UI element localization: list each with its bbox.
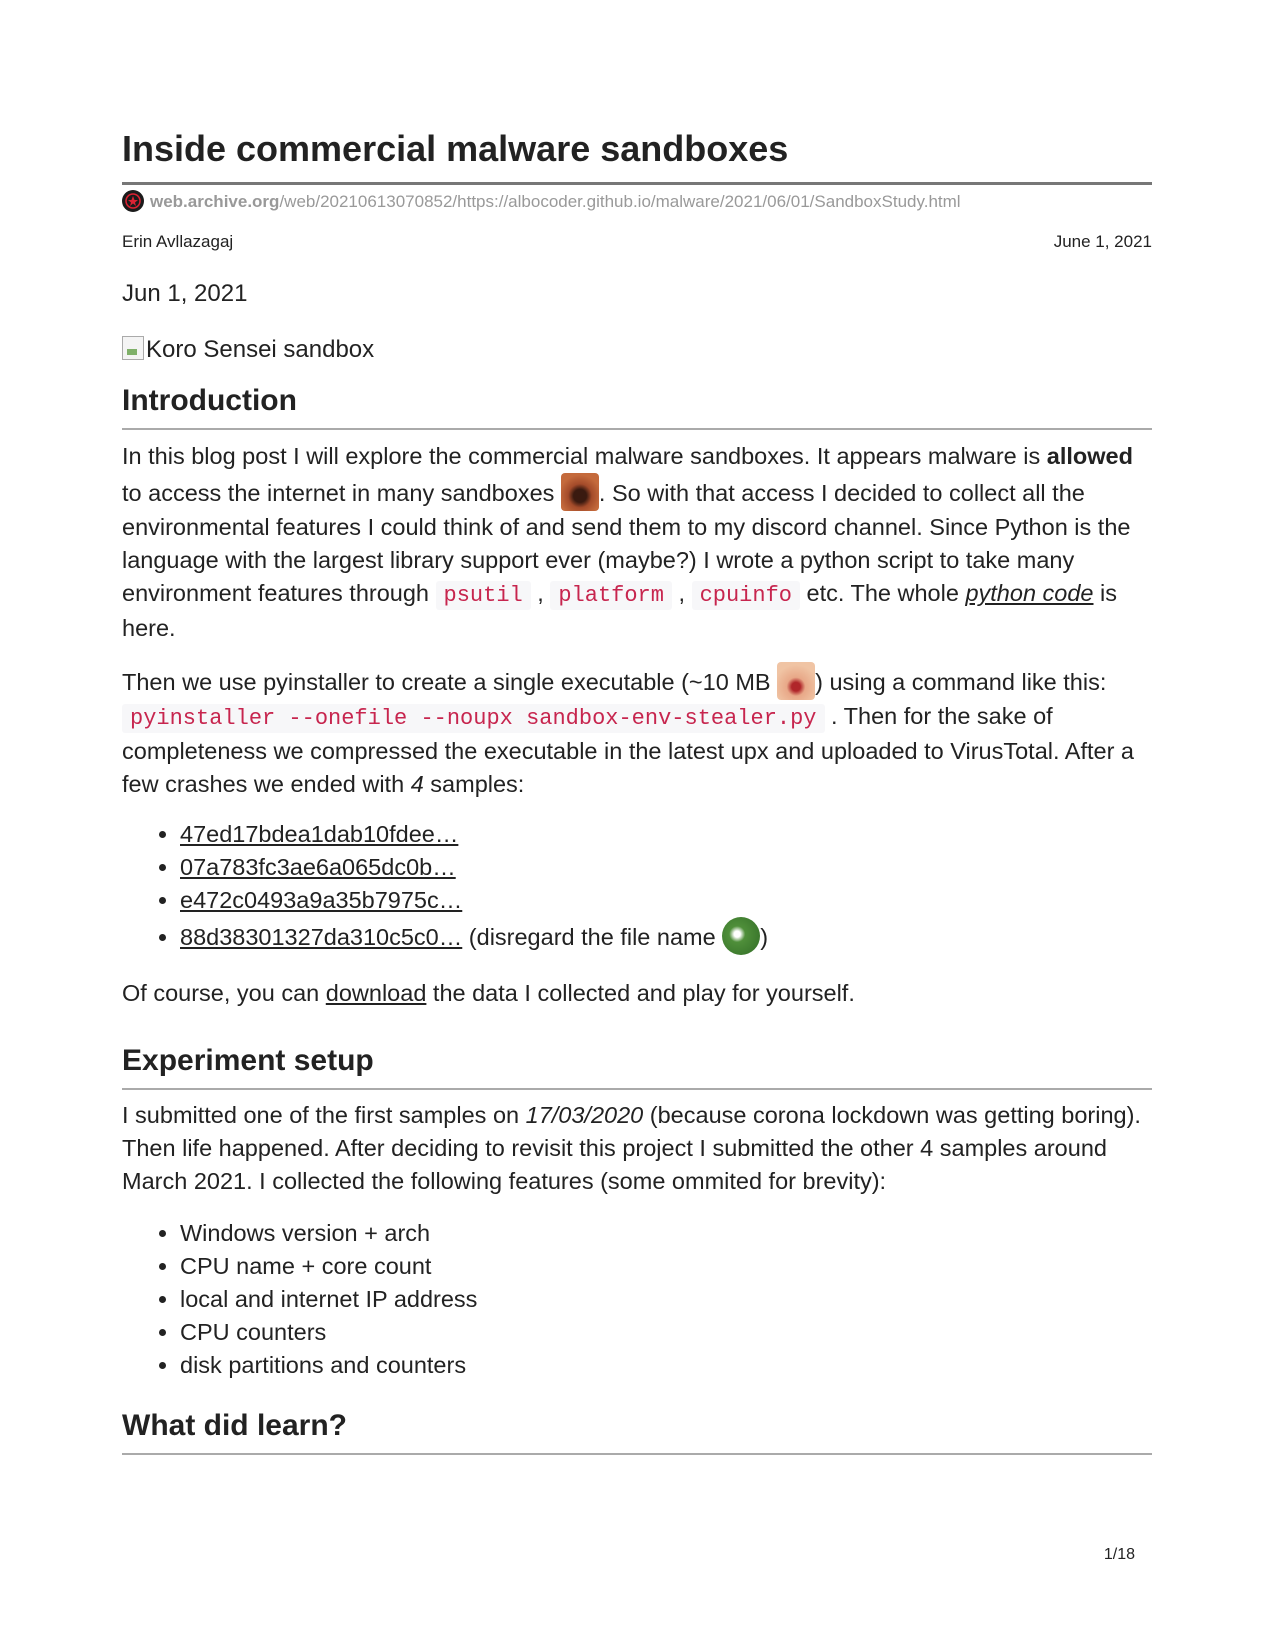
source-url — [122, 190, 1152, 212]
intro-paragraph-1: In this blog post I will explore the commercial malware sandboxes. It appears malware is allowed to access the internet in many sandboxes . So with that access I decided to collect all the environmental features I could think of and send them to my discord channel. Since Python is the language with the largest library support ever (maybe?) I wrote a python script to take many environment features through psutil , platform , cpuinfo etc. The whole python code is here. — [122, 443, 1133, 641]
download-paragraph: Of course, you can download the data I collected and play for yourself. — [122, 980, 855, 1006]
sample-link[interactable]: 07a783fc3ae6a065dc0b… — [180, 854, 456, 880]
list-item — [180, 851, 768, 884]
frog-emoji-icon — [722, 917, 760, 955]
list-item: • 88d38301327da310c5c0… (disregard the file name ) — [180, 917, 768, 955]
python-code-link[interactable]: python code — [965, 580, 1094, 606]
sample-link[interactable]: 47ed17bdea1dab10fdee… — [180, 821, 459, 847]
code-platform: platform — [550, 581, 672, 610]
author: Erin Avllazagaj — [122, 232, 234, 251]
shocked-emoji-icon — [777, 662, 815, 700]
section-heading-introduction: Introduction — [122, 384, 1152, 430]
intro-paragraph-2: Then we use pyinstaller to create a single executable (~10 MB ) using a command like this: pyinstaller --onefile --noupx sandbox-env-stealer.py . Then for the sake of completeness we compressed the executable in the latest upx and uploaded to VirusTotal. After a few crashes we ended with 4 samples: — [122, 662, 1152, 801]
list-item — [180, 884, 768, 917]
list-item: • local and internet IP address — [180, 1283, 477, 1316]
article-meta — [122, 232, 1152, 252]
sample-link[interactable]: e472c0493a9a35b7975c… — [180, 887, 463, 913]
list-item: • Windows version + arch — [180, 1217, 477, 1250]
page-title: Inside commercial malware sandboxes — [122, 128, 1152, 185]
download-link[interactable]: download — [325, 980, 427, 1006]
archive-icon — [122, 190, 144, 212]
source-path[interactable]: /web/20210613070852/https://albocoder.github.io/malware/2021/06/01/SandboxStudy.html — [279, 192, 961, 211]
samples-list — [122, 818, 768, 955]
list-item: • CPU name + core count — [180, 1250, 477, 1283]
list-item — [180, 818, 768, 851]
code-cpuinfo: cpuinfo — [692, 581, 800, 610]
broken-image-icon — [122, 336, 144, 360]
sample-link[interactable]: 88d38301327da310c5c0… — [180, 924, 463, 950]
list-item: • CPU counters — [180, 1316, 477, 1349]
header-image — [122, 336, 374, 364]
meta-date: June 1, 2021 — [1053, 232, 1152, 251]
list-item: • disk partitions and counters — [180, 1349, 477, 1382]
page-number: 1/18 — [1103, 1546, 1135, 1563]
image-alt-text: Koro Sensei sandbox — [146, 336, 375, 363]
section-heading-experiment-setup: Experiment setup — [122, 1044, 1152, 1090]
features-list — [122, 1217, 477, 1382]
post-date: Jun 1, 2021 — [122, 280, 248, 307]
code-psutil: psutil — [436, 581, 531, 610]
code-pyinstaller-command: pyinstaller --onefile --noupx sandbox-env-stealer.py — [122, 704, 825, 733]
source-domain[interactable]: web.archive.org — [150, 192, 280, 211]
laughing-emoji-icon — [561, 473, 599, 511]
setup-paragraph: I submitted one of the first samples on 17/03/2020 (because corona lockdown was getting boring). Then life happened. After deciding to revisit this project I submitted the other 4 samples around March 2021. I collected the following features (some ommited for brevity): — [122, 1102, 1141, 1194]
section-heading-what-did-learn: What did learn? — [122, 1409, 1152, 1455]
